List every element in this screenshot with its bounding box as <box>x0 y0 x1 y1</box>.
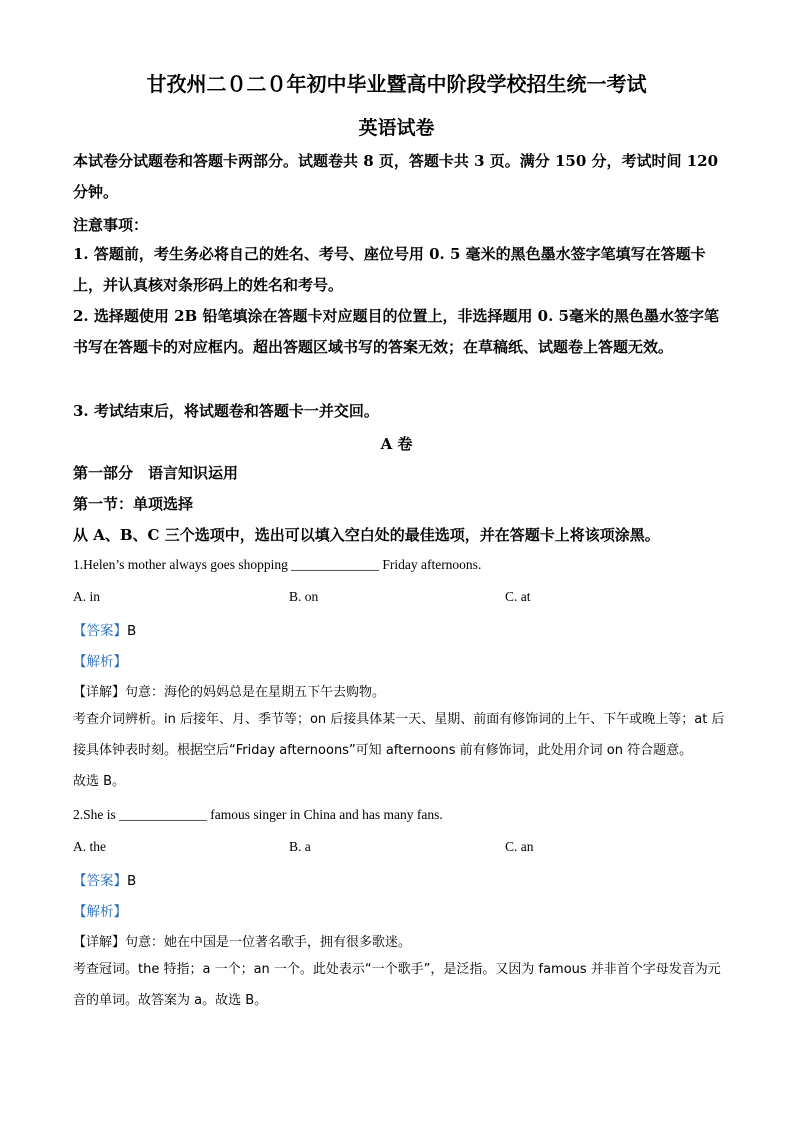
detail-line <box>73 931 411 950</box>
exam-title: 甘孜州二０二０年初中毕业暨高中阶段学校招生统一考试 <box>146 72 647 96</box>
detail-label: 【详解】 <box>73 935 126 950</box>
answer-label: 【答案】 <box>73 623 127 639</box>
section-instruction: 从 A、B、C 三个选项中，选出可以填入空白处的最佳选项，并在答题卡上将该项涂黑。 <box>73 526 660 544</box>
notes-heading: 注意事项： <box>73 216 149 234</box>
option-a: A. the <box>73 839 106 854</box>
subsection-heading: 第一节：单项选择 <box>73 495 194 513</box>
answer-line <box>73 869 136 889</box>
option-b: B. a <box>289 839 311 854</box>
answer-line <box>73 619 136 639</box>
analysis-label: 【解析】 <box>73 654 127 670</box>
detail-text: 句意：海伦的妈妈总是在星期五下午去购物。 <box>125 685 386 700</box>
part-heading: 第一部分 语言知识运用 <box>73 464 239 482</box>
option-c: C. at <box>505 589 531 604</box>
note-item-3: 3. 考试结束后，将试题卷和答题卡一并交回。 <box>73 402 379 420</box>
detail-text: 句意：她在中国是一位著名歌手，拥有很多歌迷。 <box>125 935 412 950</box>
analysis-label: 【解析】 <box>73 904 127 920</box>
option-b: B. on <box>289 589 319 604</box>
detail-line <box>73 681 385 700</box>
detail-label: 【详解】 <box>73 685 126 700</box>
answer-value: B <box>127 623 137 639</box>
intro-paragraph: 本试卷分试题卷和答题卡两部分。试题卷共 8 页，答题卡共 3 页。满分 150 分，考试时间 120 分钟。 <box>73 152 719 201</box>
answer-value: B <box>127 873 137 889</box>
question-stem: 2.She is _____________ famous singer in China and has many fans. <box>73 807 443 822</box>
exam-subtitle: 英语试卷 <box>358 117 435 139</box>
volume-heading: A 卷 <box>380 435 413 453</box>
note-item-1: 1. 答题前，考生务必将自己的姓名、考号、座位号用 0. 5 毫米的黑色墨水签字笔填写在答题卡上，并认真核对条形码上的姓名和考号。 <box>73 245 706 294</box>
option-a: A. in <box>73 589 100 604</box>
explanation-paragraph: 考查介词辨析。in 后接年、月、季节等；on 后接具体某一天、星期、前面有修饰词的上午、下午或晚上等；at 后接具体钟表时刻。根据空后“Friday afternoons”可知 afternoons 前有修饰词，此处用介词 on 符合题意。 <box>73 712 725 758</box>
explanation-paragraph: 考查冠词。the 特指；a 一个；an 一个。此处表示“一个歌手”，是泛指。又因为 famous 并非首个字母发音为元音的单词。故答案为 a。故选 B。 <box>73 962 721 1008</box>
answer-label: 【答案】 <box>73 873 127 889</box>
note-item-2: 2. 选择题使用 2B 铅笔填涂在答题卡对应题目的位置上，非选择题用 0. 5毫米的黑色墨水签字笔书写在答题卡的对应框内。超出答题区域书写的答案无效；在草稿纸、试题卷上答题无效。 <box>73 307 719 356</box>
explanation-conclusion: 故选 B。 <box>73 774 126 789</box>
question-stem: 1.Helen’s mother always goes shopping _____________ Friday afternoons. <box>73 557 482 572</box>
option-c: C. an <box>505 839 534 854</box>
